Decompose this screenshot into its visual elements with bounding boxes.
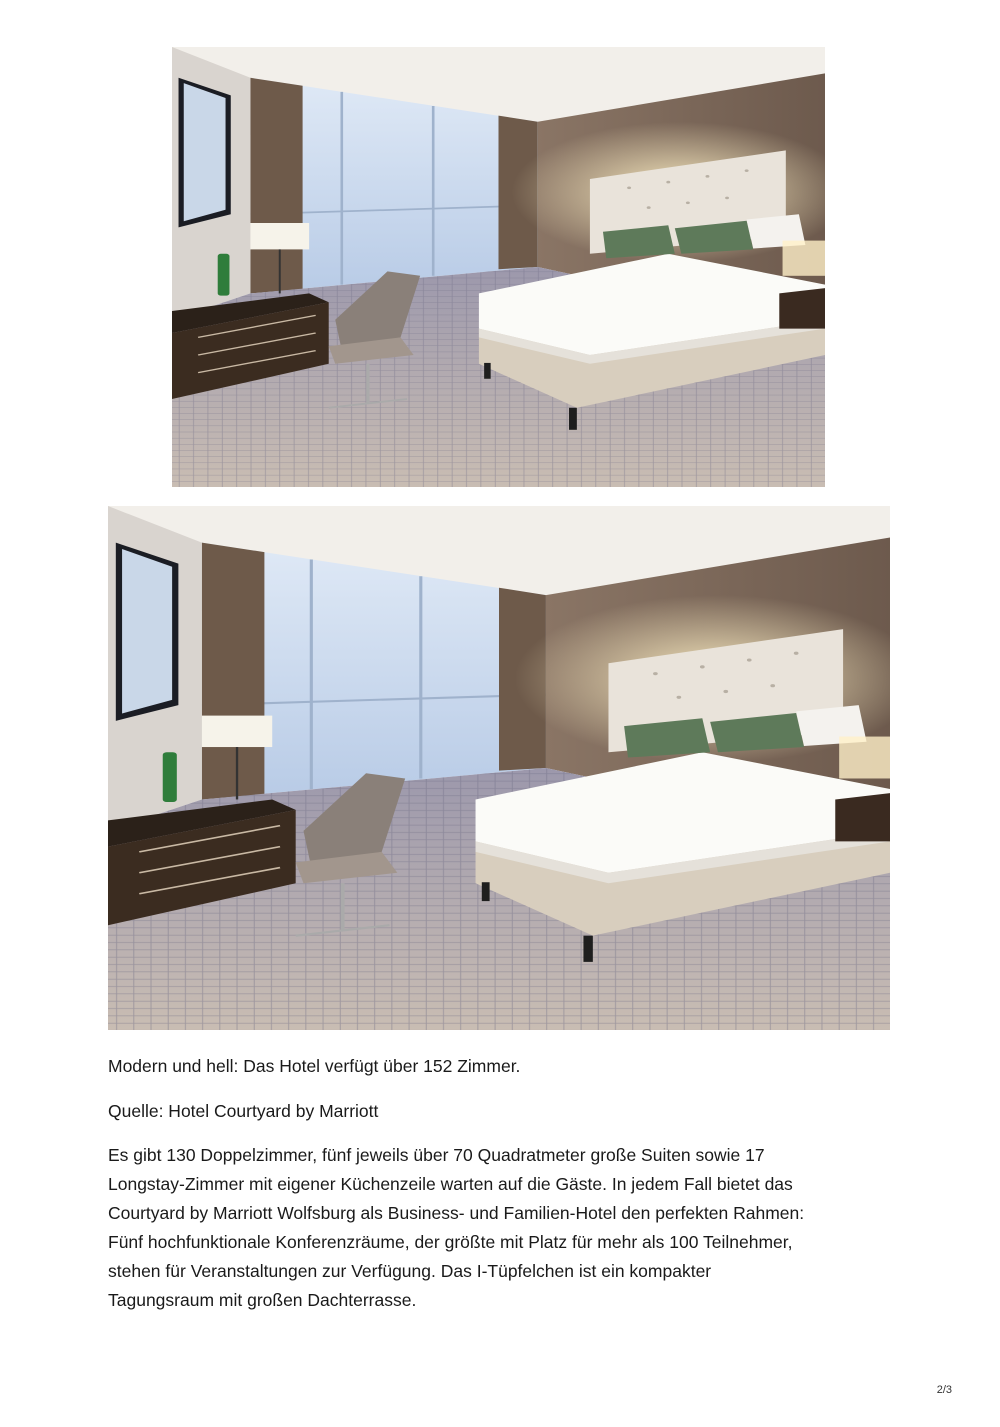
hotel-room-photo-top [172, 47, 825, 487]
photo-caption: Modern und hell: Das Hotel verfügt über 152 Zimmer. [108, 1056, 521, 1076]
hotel-room-image [108, 506, 890, 1030]
hotel-room-photo-bottom [108, 506, 890, 1030]
body-paragraph: Es gibt 130 Doppelzimmer, fünf jeweils über 70 Quadratmeter große Suiten sowie 17 Longstay-Zimmer mit eigener Küchenzeile warten auf die Gäste. In jedem Fall bietet das Courtyard by Marriott Wolfsburg als Business- und Familien-Hotel den perfekten Rahmen: Fünf hochfunktionale Konferenzräume, der größte mit Platz für mehr als 100 Teilnehmer, stehen für Veranstaltungen zur Verfügung. Das I-Tüpfelchen ist ein kompakter Tagungsraum mit großen Dachterrasse. [108, 1145, 805, 1310]
hotel-room-image [172, 47, 825, 487]
photo-source: Quelle: Hotel Courtyard by Marriott [108, 1101, 379, 1121]
page-number: 2/3 [936, 1384, 952, 1396]
